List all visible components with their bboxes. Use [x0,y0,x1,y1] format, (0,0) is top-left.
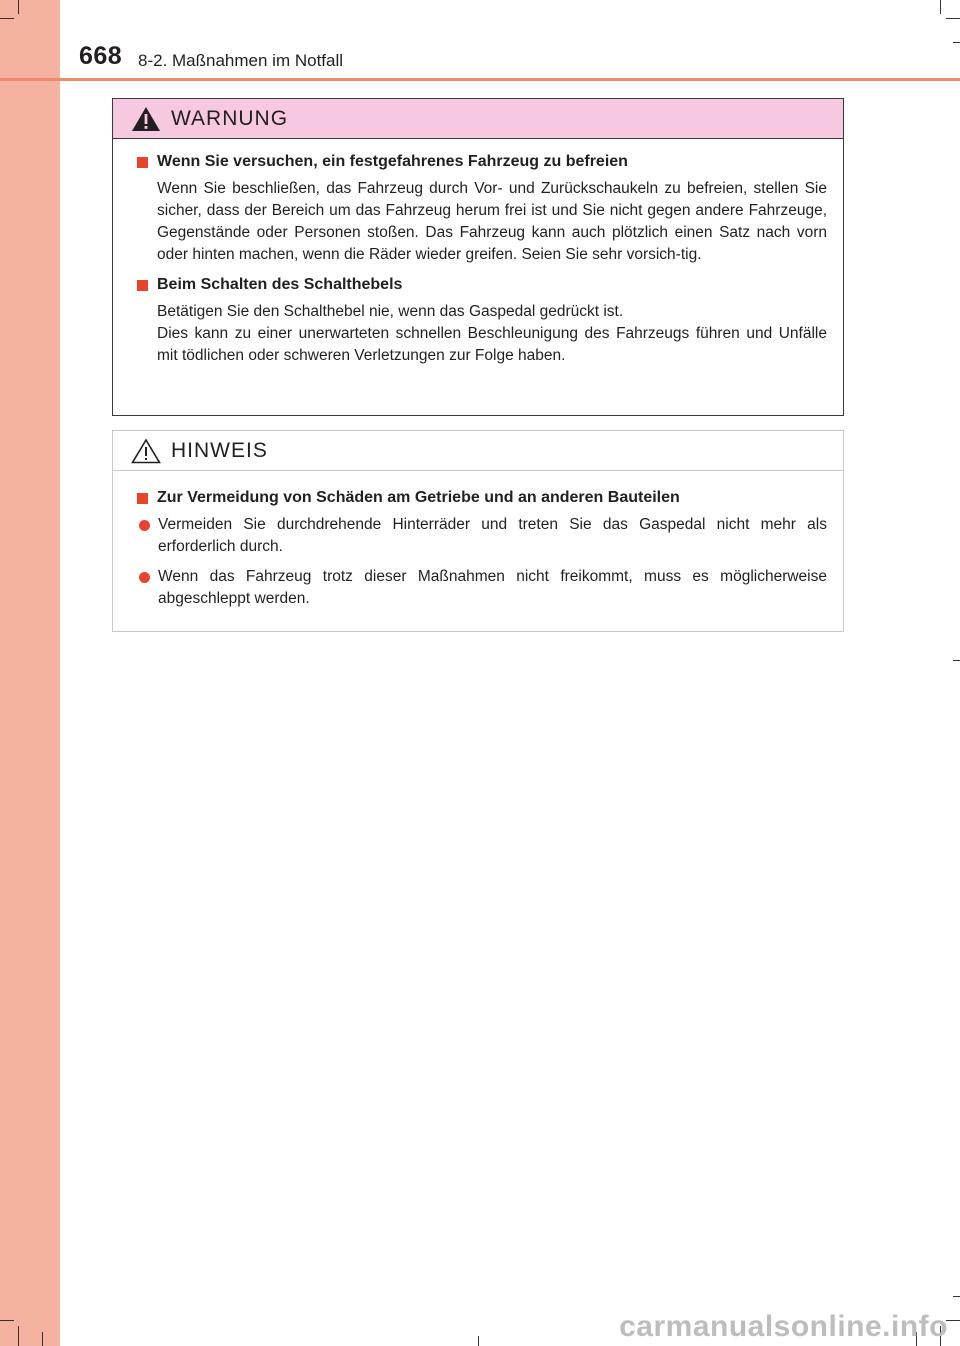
crop-mark [478,1336,479,1346]
crop-mark [940,0,941,14]
crop-mark [953,1296,960,1297]
warning-item-text: Betätigen Sie den Schalthebel nie, wenn das Gaspedal gedrückt ist. [157,303,624,320]
warning-item-heading [137,153,827,171]
side-tab-strip [0,0,60,1346]
notice-box-title: HINWEIS [171,438,268,462]
warning-box-header [113,99,843,139]
notice-item-heading [137,489,827,507]
list-item-text: Vermeiden Sie durchdrehende Hinterräder und treten Sie das Gaspedal nicht mehr als erforderlich durch. [158,516,827,555]
list-item [139,514,827,558]
crop-mark [18,0,19,14]
page-number: 668 [79,42,123,70]
warning-item-heading-text: Wenn Sie versuchen, ein festgefahrenes Fahrzeug zu befreien [157,153,628,170]
crop-mark [0,1320,14,1321]
notice-box [112,430,844,632]
header-rule [0,78,960,81]
square-bullet-icon [137,280,148,291]
crop-mark [18,1326,19,1346]
crop-mark [42,1332,43,1346]
warning-triangle-icon [131,106,161,132]
section-title: 8-2. Maßnahmen im Notfall [138,51,344,70]
warning-box-body [113,139,843,367]
warning-box [112,98,844,416]
notice-box-header [113,431,843,471]
square-bullet-icon [137,493,148,504]
watermark: carmanualsonline.info [619,1310,948,1343]
warning-box-title: WARNUNG [171,106,289,130]
warning-item-heading [137,276,827,294]
list-item-text: Wenn das Fahrzeug trotz dieser Maßnahmen nicht freikommt, muss es möglicherweise abgeschleppt werden. [158,568,827,607]
warning-item-text: Wenn Sie beschließen, das Fahrzeug durch Vor- und Zurückschaukeln zu befreien, stellen Sie sicher, dass der Bereich um das Fahrzeug herum frei ist und Sie nicht gegen andere Fahrzeuge, Gegenstände oder Personen stoßen. Das Fahrzeug kann auch plötzlich einen Satz nach vorn oder hinten machen, wenn die Räder wieder greifen. Seien Sie sehr vorsich-tig. [157,180,827,263]
crop-mark [946,18,960,19]
warning-item-text: Dies kann zu einer unerwarteten schnellen Beschleunigung des Fahrzeugs führen und Unfälle mit tödlichen oder schweren Verletzungen zur Folge haben. [157,325,827,364]
crop-mark [953,42,960,43]
square-bullet-icon [137,157,148,168]
round-bullet-icon [139,520,150,531]
round-bullet-icon [139,572,150,583]
warning-triangle-outline-icon [131,438,161,464]
warning-item-heading-text: Beim Schalten des Schalthebels [157,276,403,293]
crop-mark [0,18,14,19]
notice-box-body [113,471,843,610]
list-item [139,566,827,610]
crop-mark [946,1320,960,1321]
notice-item-heading-text: Zur Vermeidung von Schäden am Getriebe und an anderen Bauteilen [157,489,680,506]
crop-mark [953,660,960,661]
